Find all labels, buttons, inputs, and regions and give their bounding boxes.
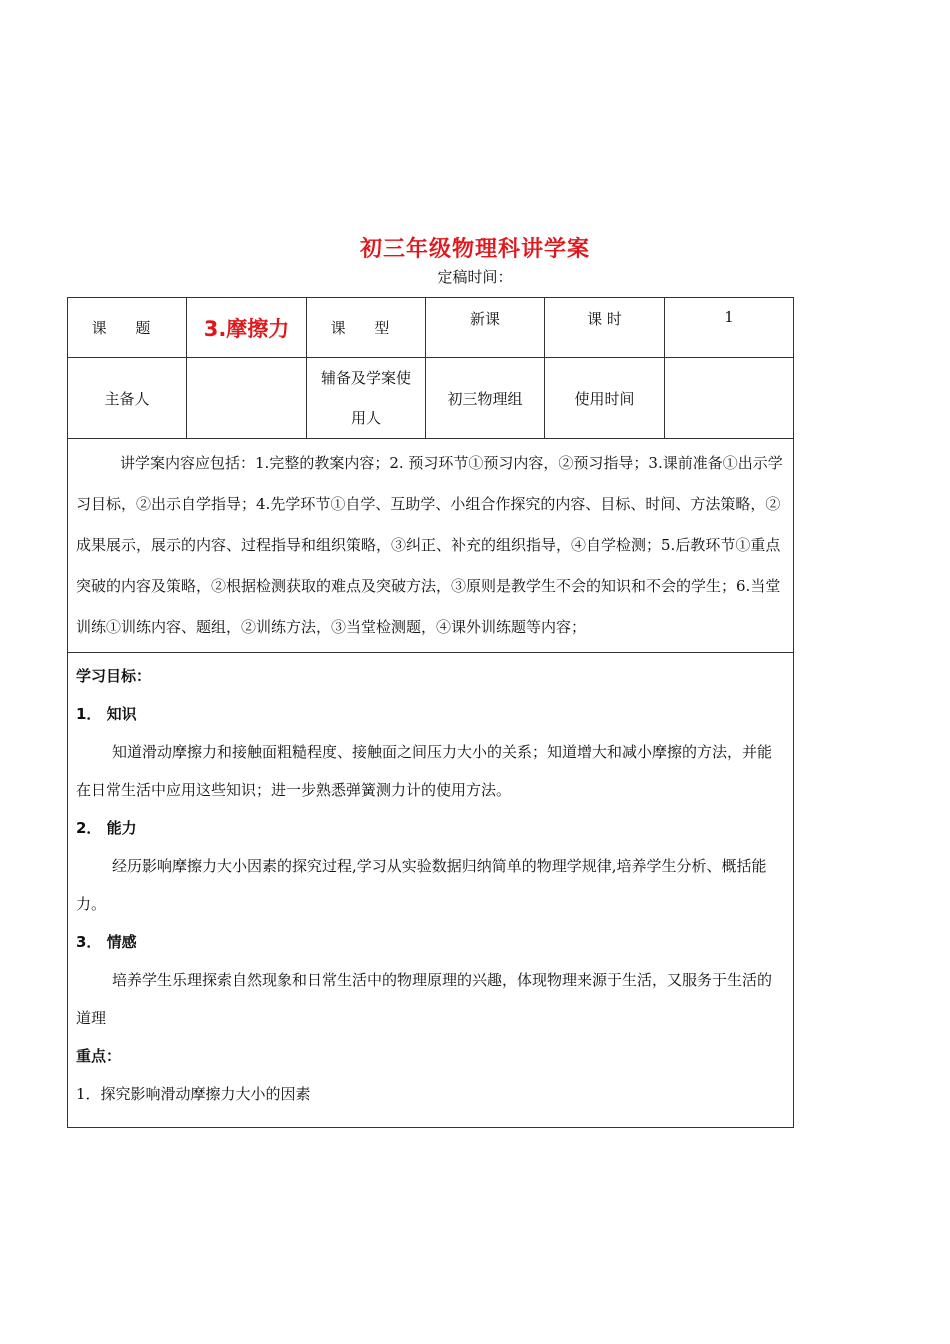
goals-heading: 学习目标： (76, 667, 152, 685)
note-row (68, 439, 794, 653)
learning-goals-section (68, 653, 794, 1128)
key-points-heading: 重点： (76, 1047, 122, 1065)
emotion-heading: 3． 情感 (76, 933, 137, 951)
use-time-value (665, 358, 794, 439)
assistant-value: 初三物理组 (426, 358, 545, 439)
page-title: 初三年级物理科讲学案 (359, 237, 590, 262)
topic-value: 3.摩擦力 (187, 298, 307, 358)
knowledge-heading: 1． 知识 (76, 705, 137, 723)
ability-text: 经历影响摩擦力大小因素的探究过程,学习从实验数据归纳简单的物理学规律,培养学生分析、概括能力。 (76, 857, 767, 913)
hours-value: 1 (665, 298, 794, 358)
assistant-label: 辅备及学案使 用人 (307, 358, 426, 439)
key-point-item: 1．探究影响滑动摩擦力大小的因素 (76, 1085, 311, 1103)
preparer-value (187, 358, 307, 439)
type-value: 新课 (426, 298, 545, 358)
ability-heading: 2． 能力 (76, 819, 137, 837)
preparer-label: 主备人 (68, 358, 187, 439)
info-row-2 (68, 358, 794, 439)
lesson-plan-table (67, 297, 794, 1128)
knowledge-text: 知道滑动摩擦力和接触面粗糙程度、接触面之间压力大小的关系；知道增大和减小摩擦的方法，并能在日常生活中应用这些知识；进一步熟悉弹簧测力计的使用方法。 (76, 743, 773, 799)
type-label: 课 型 (307, 298, 426, 358)
topic-label: 课 题 (68, 298, 187, 358)
emotion-text: 培养学生乐理探索自然现象和日常生活中的物理原理的兴趣，体现物理来源于生活，又服务于生活的道理 (76, 971, 773, 1027)
goals-row (68, 653, 794, 1128)
finalized-time-label: 定稿时间： (437, 268, 513, 286)
hours-label: 课 时 (545, 298, 665, 358)
content-requirements-note: 讲学案内容应包括：1.完整的教案内容；2. 预习环节①预习内容，②预习指导；3.课前准备①出示学习目标，②出示自学指导；4.先学环节①自学、互助学、小组合作探究的内容、目标、时间、方法策略，②成果展示，展示的内容、过程指导和组织策略，③纠正、补充的组织指导，④自学检测；5.后教环节①重点突破的内容及策略，②根据检测获取的难点及突破方法，③原则是教学生不会的知识和不会的学生；6.当堂训练①训练内容、题组，②训练方法，③当堂检测题，④课外训练题等内容； (68, 439, 794, 653)
info-row-1 (68, 298, 794, 358)
use-time-label: 使用时间 (545, 358, 665, 439)
